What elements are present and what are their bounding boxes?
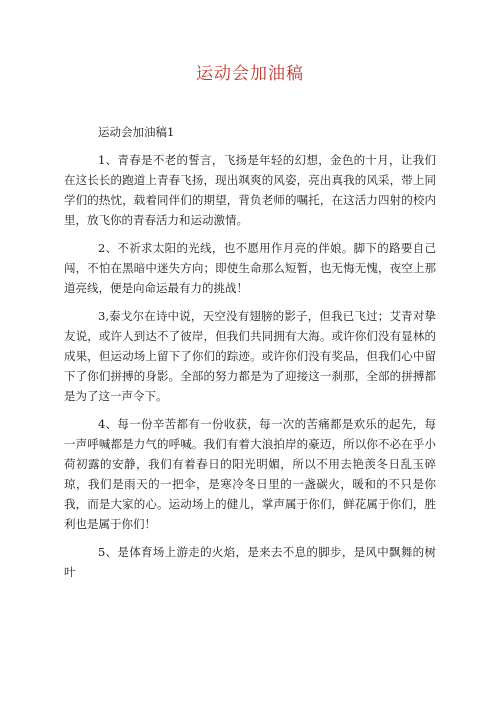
paragraph-2: 2、不祈求太阳的光线，也不愿用作月亮的伴娘。脚下的路要自己闯，不怕在黑暗中迷失方向；即使生命那么短暂，也无悔无愧，夜空上那道亮线，便是向命运最有力的挑战！ — [64, 241, 436, 295]
section-heading: 运动会加油稿1 — [98, 125, 175, 139]
paragraph-1: 1、青春是不老的誓言，飞扬是年轻的幻想，金色的十月，让我们在这长长的跑道上青春飞扬，现出飒爽的风姿，亮出真我的风采，带上同学们的热忱，载着同伴们的期望，背负老师的嘱托，在这活力四射的校内里，放飞你的青春活力和运动激情。 — [64, 153, 436, 227]
paragraph-5: 5、是体育场上游走的火焰，是来去不息的脚步，是风中飘舞的树叶 — [64, 545, 436, 579]
paragraph-3: 3,泰戈尔在诗中说，天空没有翅膀的影子，但我已飞过；艾青对挚友说，或许人到达不了彼岸，但我们共同拥有大海。或许你们没有显林的成果，但运动场上留下了你们的踪迹。或许你们没有奖品，但我们心中留下了你们拼搏的身影。全部的努力都是为了迎接这一刹那，全部的拼搏都是为了这一声令下。 — [64, 309, 436, 403]
paragraph-4: 4、每一份辛苦都有一份收获，每一次的苦痛都是欢乐的起先，每一声呼喊都是力气的呼喊。我们有着大浪拍岸的豪迈，所以你不必在乎小荷初露的安静，我们有着春日的阳光明媚，所以不用去艳羡冬日乱玉碎琼，我们是雨天的一把伞，是寒冷冬日里的一盏碳火，暖和的不只是你我，而是大家的心。运动场上的健儿，掌声属于你们，鲜花属于你们，胜利也是属于你们！ — [64, 417, 436, 531]
page-title: 运动会加油稿 — [196, 64, 304, 84]
